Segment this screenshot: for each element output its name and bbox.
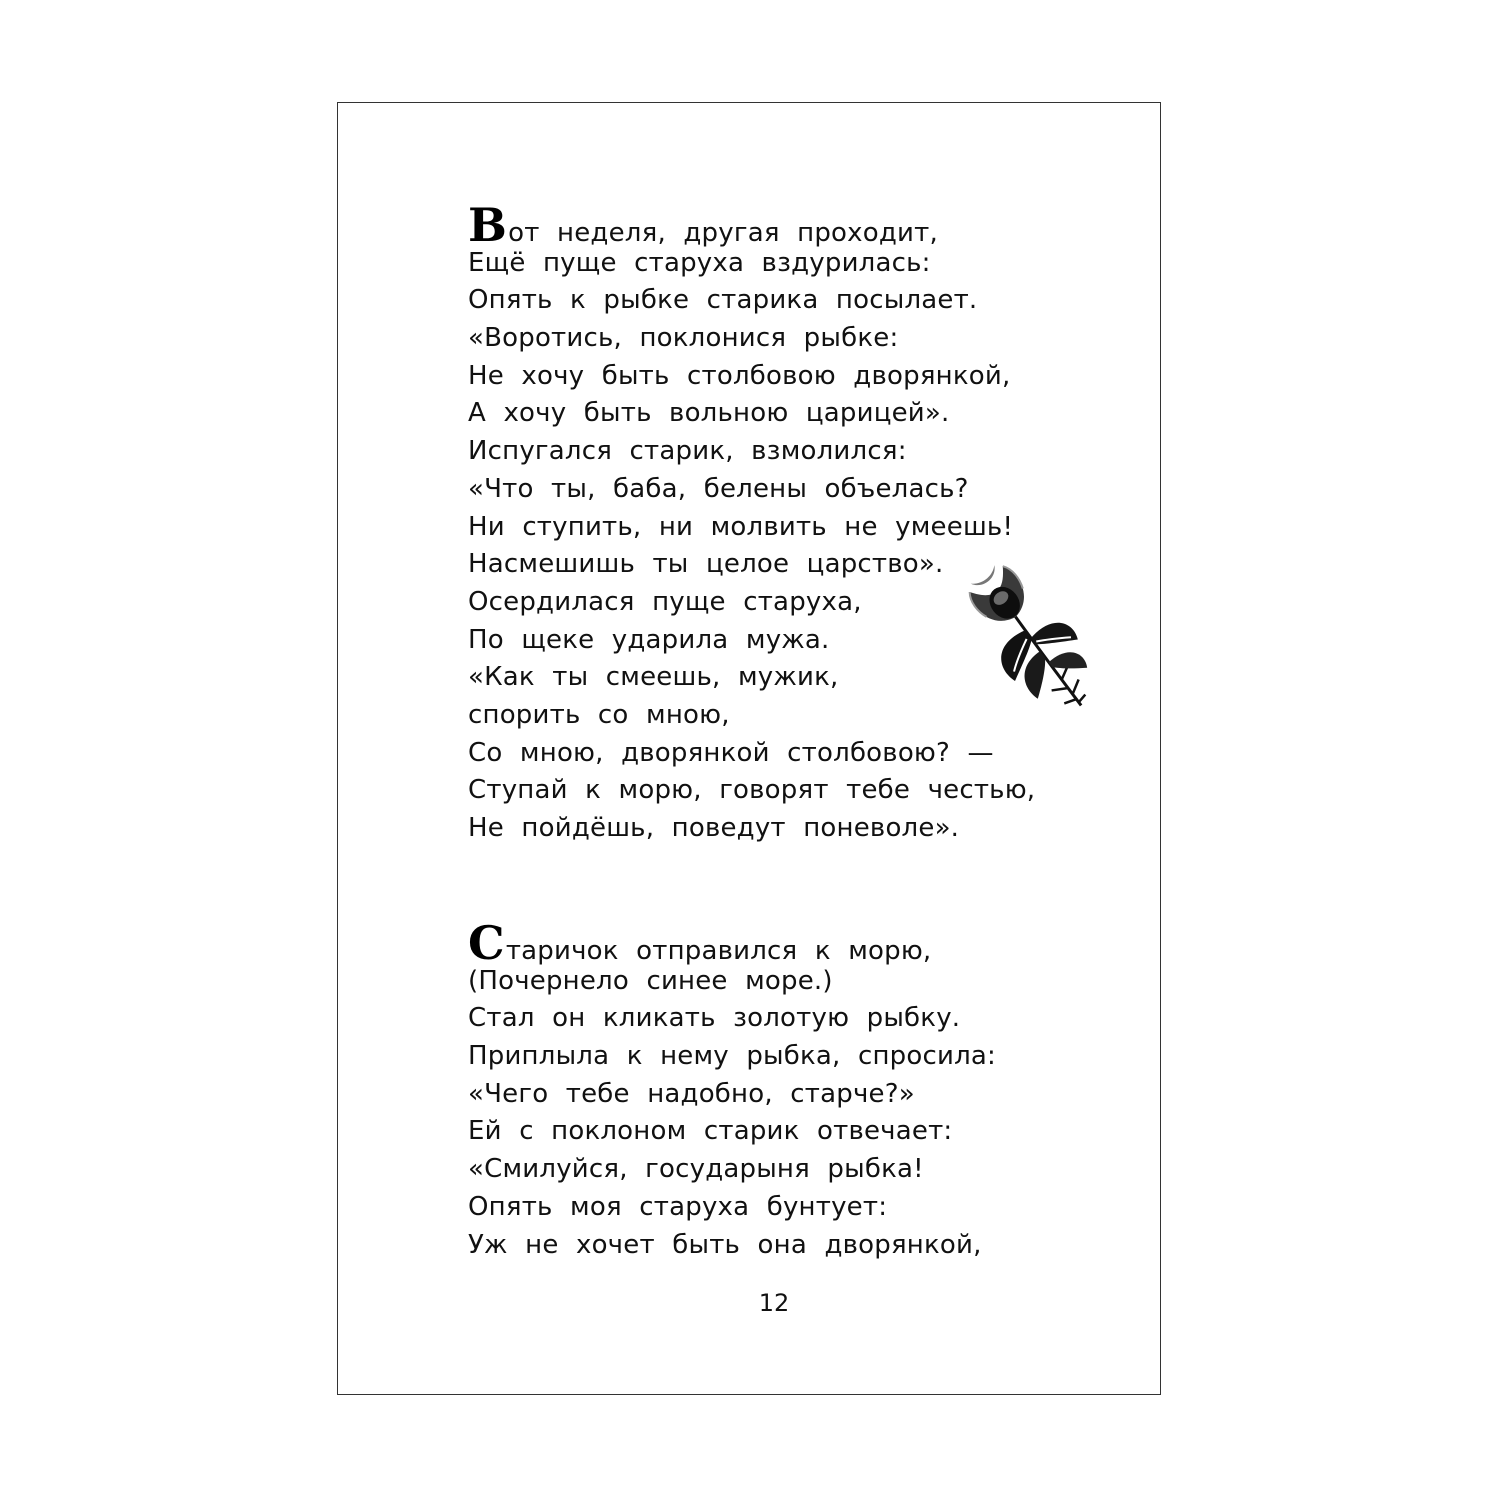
verse-line: Не хочу быть столбовою дворянкой, <box>468 360 1011 391</box>
stanza-2-first-line <box>468 916 996 970</box>
verse-line: «Чего тебе надобно, старче?» <box>468 1078 915 1109</box>
verse-line: Не пойдёшь, поведут поневоле». <box>468 813 960 843</box>
verse-line: Ей с поклоном старик отвечает: <box>468 1116 953 1147</box>
verse-line: «Воротись, поклонися рыбке: <box>468 323 899 354</box>
verse-line: Осердилася пуще старуха, <box>468 586 862 617</box>
verse-line: «Как ты смеешь, мужик, <box>468 662 839 693</box>
verse-line: «Смилуйся, государыня рыбка! <box>468 1154 924 1185</box>
verse-line: «Что ты, баба, белены объелась? <box>468 473 969 504</box>
verse-line: Испугался старик, взмолился: <box>468 436 907 467</box>
flower-ornament-icon <box>938 549 1128 729</box>
verse-line: Стал он кликать золотую рыбку. <box>468 1003 961 1034</box>
page-number: 12 <box>758 1289 790 1317</box>
verse-line: спорить со мною, <box>468 699 730 730</box>
verse-line: Опять моя старуха бунтует: <box>468 1191 888 1222</box>
verse-line: Со мною, дворянкой столбовою? — <box>468 737 994 768</box>
stanza-1-first-line <box>468 198 1035 252</box>
verse-line: Опять к рыбке старика посылает. <box>468 285 978 316</box>
verse-line: А хочу быть вольною царицей». <box>468 398 950 429</box>
drop-cap: В <box>468 198 508 252</box>
verse-line: Уж не хочет быть она дворянкой, <box>468 1229 982 1260</box>
verse-line: Приплыла к нему рыбка, спросила: <box>468 1041 996 1072</box>
verse-line: Насмешишь ты целое царство». <box>468 549 944 580</box>
verse-line: Ещё пуще старуха вздурилась: <box>468 247 931 278</box>
first-line-text: от неделя, другая проходит, <box>508 218 938 248</box>
verse-line: Ни ступить, ни молвить не умеешь! <box>468 511 1014 542</box>
drop-cap: С <box>468 916 505 970</box>
book-page <box>337 102 1161 1395</box>
verse-line <box>468 848 1035 886</box>
verse-line: (Почернело синее море.) <box>468 965 833 996</box>
first-line-text: таричок отправился к морю, <box>505 936 932 966</box>
verse-line: По щеке ударила мужа. <box>468 624 830 655</box>
verse-line: Ступай к морю, говорят тебе честью, <box>468 775 1036 806</box>
stanza-2 <box>468 916 996 1264</box>
stanza-1 <box>468 198 1036 885</box>
